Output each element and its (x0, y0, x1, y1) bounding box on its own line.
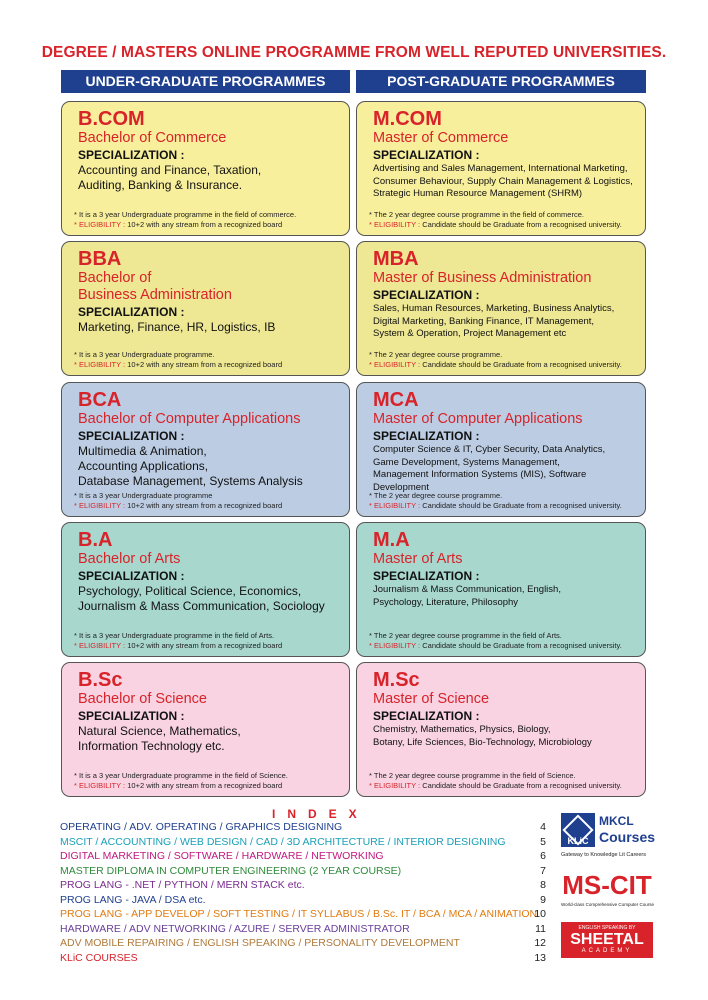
programme-eligibility: * ELIGIBILITY : 10+2 with any stream from a recognized board (74, 641, 283, 650)
index-row-page: 13 (534, 951, 546, 964)
programme-card-mca (356, 382, 646, 517)
ug-header: UNDER-GRADUATE PROGRAMMES (61, 70, 350, 93)
specialization-list: Chemistry, Mathematics, Physics, Biology, Botany, Life Sciences, Bio-Technology, Microbiology (373, 724, 592, 748)
specialization-list: Advertising and Sales Management, International Marketing, Consumer Behaviour, Supply Chain Management & Logistics, Strategic Human Resource Management (SHRM) (373, 163, 633, 199)
specialization-list: Psychology, Political Science, Economics, Journalism & Mass Communication, Sociology (78, 584, 325, 613)
programme-code: B.COM (78, 108, 145, 130)
index-row (60, 907, 546, 922)
programme-eligibility: * ELIGIBILITY : 10+2 with any stream from a recognized board (74, 501, 283, 510)
programme-code: BBA (78, 248, 122, 270)
index-row-page: 7 (540, 864, 546, 877)
programme-name: Bachelor of Commerce (78, 130, 227, 146)
index-row-page: 6 (540, 850, 546, 863)
programme-name: Bachelor of Business Administration (78, 270, 232, 303)
index-row-page: 5 (540, 835, 546, 848)
programme-name: Master of Business Administration (373, 270, 592, 286)
programme-eligibility: * ELIGIBILITY : Candidate should be Graduate from a recognised university. (369, 220, 622, 229)
index-row (60, 835, 546, 850)
programme-card-msc (356, 662, 646, 797)
programme-code: M.Sc (373, 669, 420, 691)
index-row-label: MASTER DIPLOMA IN COMPUTER ENGINEERING (2 YEAR COURSE) (60, 864, 402, 877)
programme-code: BCA (78, 389, 122, 411)
programme-card-ba (61, 522, 350, 657)
index-row-label: PROG LANG - .NET / PYTHON / MERN STACK etc. (60, 879, 305, 892)
programme-note: * The 2 year degree course programme in the field of Science. (369, 771, 576, 780)
index-title: INDEX (272, 807, 369, 821)
index-row-label: PROG LANG - APP DEVELOP / SOFT TESTING / IT SYLLABUS / B.Sc. IT / BCA / MCA / ANIMATION (60, 908, 538, 921)
programme-note: * It is a 3 year Undergraduate programme in the field of Arts. (74, 631, 275, 640)
programme-note: * It is a 3 year Undergraduate programme (74, 491, 213, 500)
programme-code: M.A (373, 529, 410, 551)
programme-eligibility: * ELIGIBILITY : Candidate should be Graduate from a recognised university. (369, 360, 622, 369)
index-row (60, 820, 546, 835)
programme-card-mba (356, 241, 646, 376)
programme-card-mcom (356, 101, 646, 236)
specialization-label: SPECIALIZATION : (373, 429, 480, 443)
specialization-list: Accounting and Finance, Taxation, Auditing, Banking & Insurance. (78, 163, 262, 192)
programme-card-bba (61, 241, 350, 376)
programme-code: B.Sc (78, 669, 123, 691)
klic-logo-mark: KLiC (561, 813, 595, 847)
programme-name: Master of Computer Applications (373, 411, 583, 427)
programme-name: Master of Science (373, 691, 490, 707)
programme-eligibility: * ELIGIBILITY : 10+2 with any stream from a recognized board (74, 220, 283, 229)
specialization-list: Journalism & Mass Communication, English, Psychology, Literature, Philosophy (373, 584, 561, 608)
index-row-page: 8 (540, 879, 546, 892)
programme-note: * The 2 year degree course programme in the field of Arts. (369, 631, 562, 640)
programme-name: Master of Commerce (373, 130, 509, 146)
programme-name: Master of Arts (373, 551, 463, 567)
specialization-list: Marketing, Finance, HR, Logistics, IB (78, 320, 276, 334)
index-row (60, 922, 546, 937)
index-row-page: 9 (540, 893, 546, 906)
index-row-page: 11 (535, 922, 546, 935)
programme-note: * It is a 3 year Undergraduate programme in the field of Science. (74, 771, 288, 780)
specialization-label: SPECIALIZATION : (373, 569, 480, 583)
programme-name: Bachelor of Science (78, 691, 207, 707)
pg-header: POST-GRADUATE PROGRAMMES (356, 70, 646, 93)
programme-eligibility: * ELIGIBILITY : 10+2 with any stream from a recognized board (74, 781, 283, 790)
page-title: DEGREE / MASTERS ONLINE PROGRAMME FROM WELL REPUTED UNIVERSITIES. (41, 44, 667, 61)
specialization-list: Natural Science, Mathematics, Information Technology etc. (78, 724, 241, 753)
index-row-page: 10 (534, 908, 546, 921)
specialization-list: Multimedia & Animation, Accounting Applications, Database Management, Systems Analysis (78, 444, 303, 488)
programme-note: * The 2 year degree course programme. (369, 491, 503, 500)
programme-note: * The 2 year degree course programme. (369, 350, 503, 359)
specialization-label: SPECIALIZATION : (78, 148, 185, 162)
index-row (60, 936, 546, 951)
programme-name: Bachelor of Arts (78, 551, 181, 567)
programme-eligibility: * ELIGIBILITY : Candidate should be Graduate from a recognised university. (369, 501, 622, 510)
index-row-page: 12 (534, 937, 546, 950)
programme-note: * It is a 3 year Undergraduate programme in the field of commerce. (74, 210, 297, 219)
programme-code: B.A (78, 529, 113, 551)
index-row-label: HARDWARE / ADV NETWORKING / AZURE / SERVER ADMINISTRATOR (60, 922, 410, 935)
programme-code: MCA (373, 389, 419, 411)
specialization-label: SPECIALIZATION : (373, 709, 480, 723)
index-row-label: ADV MOBILE REPAIRING / ENGLISH SPEAKING / PERSONALITY DEVELOPMENT (60, 937, 460, 950)
programme-eligibility: * ELIGIBILITY : Candidate should be Graduate from a recognised university. (369, 781, 622, 790)
programme-note: * It is a 3 year Undergraduate programme. (74, 350, 215, 359)
index-row (60, 864, 546, 879)
index-row-label: OPERATING / ADV. OPERATING / GRAPHICS DESIGNING (60, 821, 343, 833)
programme-card-ma (356, 522, 646, 657)
mscit-logo: MS-CIT World-class Comprehensive Computer Course (561, 870, 654, 907)
specialization-label: SPECIALIZATION : (78, 569, 185, 583)
specialization-list: Sales, Human Resources, Marketing, Business Analytics, Digital Marketing, Banking Finance, IT Management, System & Operation, Project Management etc (373, 303, 615, 339)
index-row-label: DIGITAL MARKETING / SOFTWARE / HARDWARE / NETWORKING (60, 850, 384, 863)
programme-card-bsc (61, 662, 350, 797)
index-row-label: MSCIT / ACCOUNTING / WEB DESIGN / CAD / 3D ARCHITECTURE / INTERIOR DESIGNING (60, 835, 506, 848)
specialization-label: SPECIALIZATION : (373, 148, 480, 162)
index-row (60, 878, 546, 893)
specialization-label: SPECIALIZATION : (78, 305, 185, 319)
programme-note: * The 2 year degree course programme in the field of commerce. (369, 210, 584, 219)
index-row-label: PROG LANG - JAVA / DSA etc. (60, 893, 206, 906)
klic-courses-logo: KLiC MKCL Courses Gateway to Knowledge Lit Careers (561, 814, 656, 858)
specialization-label: SPECIALIZATION : (78, 429, 185, 443)
specialization-label: SPECIALIZATION : (78, 709, 185, 723)
programme-code: M.COM (373, 108, 442, 130)
programme-card-bcom (61, 101, 350, 236)
index-row-page: 4 (540, 821, 546, 833)
index-row-label: KLiC COURSES (60, 951, 138, 964)
specialization-list: Computer Science & IT, Cyber Security, Data Analytics, Game Development, Systems Management, Management Information Systems (MIS), Software Development (373, 444, 606, 493)
programme-code: MBA (373, 248, 419, 270)
index-row (60, 849, 546, 864)
sheetal-academy-logo: ENGLISH SPEAKING BY SHEETAL ACADEMY (561, 922, 653, 958)
index-row (60, 951, 546, 966)
programme-eligibility: * ELIGIBILITY : 10+2 with any stream from a recognized board (74, 360, 283, 369)
programme-card-bca (61, 382, 350, 517)
programme-name: Bachelor of Computer Applications (78, 411, 301, 427)
programme-eligibility: * ELIGIBILITY : Candidate should be Graduate from a recognised university. (369, 641, 622, 650)
index-row (60, 893, 546, 908)
specialization-label: SPECIALIZATION : (373, 288, 480, 302)
